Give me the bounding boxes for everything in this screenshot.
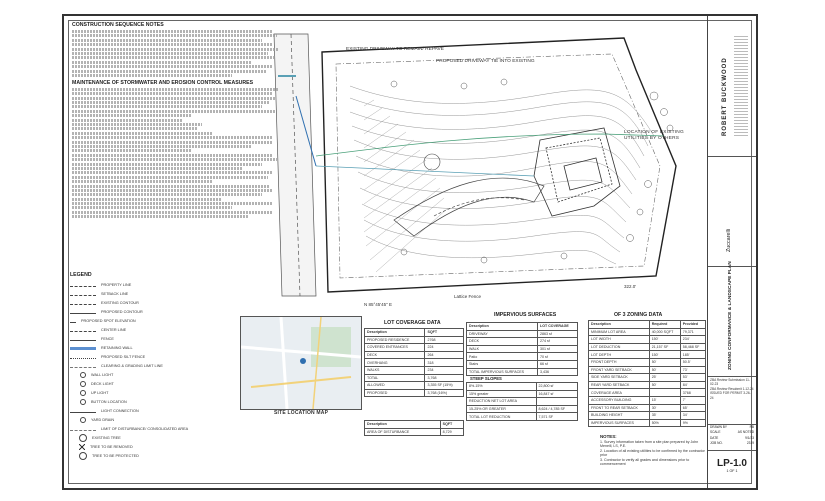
legend-item — [70, 433, 240, 442]
table-cell: 3,768 (16%) — [425, 389, 464, 397]
legend-item — [70, 379, 240, 388]
legend-label: YARD DRAIN — [91, 417, 115, 422]
table-cell: IMPERVIOUS SURFACES — [589, 419, 650, 427]
title-cell — [708, 261, 756, 377]
maintenance-notes-body — [72, 88, 282, 218]
table-header — [365, 421, 464, 429]
construction-notes-header: CONSTRUCTION SEQUENCE NOTES — [72, 22, 164, 28]
circle-icon — [80, 381, 86, 387]
maintenance-header: MAINTENANCE OF STORMWATER AND EROSION CONTROL MEASURES — [72, 79, 254, 86]
circle-icon — [80, 399, 86, 405]
sheet-number-block — [708, 450, 756, 486]
legend-label: TREE TO BE PROTECTED — [92, 453, 139, 458]
legend-label: CLEARING & GRADING LIMIT LINE — [101, 363, 163, 368]
table-row — [467, 383, 578, 391]
general-notes-header: NOTES: — [600, 434, 617, 439]
table-cell: FRONT YARD SETBACK — [589, 366, 650, 374]
table-row — [589, 358, 706, 366]
sheet-info-value: RB — [749, 425, 754, 429]
table-cell: 50' — [649, 381, 680, 389]
legend-label: PROPOSED SPOT ELEVATION — [81, 318, 136, 323]
table-cell: 2863 sf — [538, 330, 578, 338]
table-cell: 15-25% OR GREATER — [467, 405, 537, 413]
table-header — [365, 329, 464, 337]
legend-item — [70, 442, 240, 451]
table-cell: 8%-15% — [467, 383, 537, 391]
table-cell: DECK — [365, 351, 425, 359]
table-cell: 9% — [680, 419, 705, 427]
table-cell: 40,000 SQFT — [649, 328, 680, 336]
table-cell: REDUCTION NET LOT AREA — [467, 398, 537, 406]
line-icon — [70, 412, 96, 413]
table-row — [467, 330, 578, 338]
fence-label: Lattice Fence — [454, 294, 482, 299]
label-existing-driveway: EXISTING DRIVEWAY TO REMAIN/ REPAVE — [346, 47, 444, 52]
table-row — [467, 360, 578, 368]
table-cell: 7' — [680, 396, 705, 404]
table-cell: LOT DEPTH — [589, 351, 650, 359]
dim-bottom: 322.0' — [624, 284, 637, 289]
legend-label: BUTTON LOCATION — [91, 399, 127, 404]
circle-icon — [80, 390, 86, 396]
table-cell: Stairs — [467, 360, 538, 368]
table-cell: 73' — [680, 366, 705, 374]
sheet-info-key: JOB NO. — [710, 441, 723, 446]
sheet-info-value: 9/1/23 — [745, 435, 754, 440]
legend-label: PROPOSED CONTOUR — [101, 309, 143, 314]
sheet-of: 1 OF 1 — [726, 469, 738, 473]
table-cell: 58,468 SF — [680, 343, 705, 351]
table-row — [467, 338, 578, 346]
construction-notes — [72, 22, 282, 220]
table-cell: 70 sf — [538, 353, 578, 361]
legend-item — [70, 370, 240, 379]
sheet-number: LP-1.0 — [716, 458, 747, 469]
table-cell: LOT WIDTH — [589, 336, 650, 344]
table-cell: 224 — [425, 344, 464, 352]
table-row — [589, 351, 706, 359]
circle-icon — [80, 372, 86, 378]
table-cell: FRONT TO REAR SETBACK — [589, 404, 650, 412]
table-cell: FRONT DEPTH — [589, 358, 650, 366]
header-cell: SQFT — [425, 329, 464, 337]
legend-item — [70, 406, 240, 415]
legend-item — [70, 451, 240, 460]
table-row — [467, 398, 578, 406]
header-cell: Description — [365, 329, 425, 337]
legend-label: WALL LIGHT — [91, 372, 114, 377]
table-cell: 21,157 SF — [649, 343, 680, 351]
header-cell: Description — [467, 323, 538, 331]
table-cell: 264 — [425, 351, 464, 359]
property-line — [322, 38, 676, 292]
lot-area-table — [364, 420, 464, 436]
legend-item — [70, 316, 240, 325]
table-cell: LOT DEDUCTION — [589, 343, 650, 351]
table-cell: WALK — [467, 345, 538, 353]
label-proposed-driveway: PROPOSED DRIVEWAY TIE INTO EXISTING — [436, 59, 535, 64]
setback-line — [336, 54, 660, 278]
sheet-info-value: 2319 — [746, 441, 754, 446]
label-utilities: LOCATION OF EXISTING UTILITIES BY OTHERS — [624, 130, 684, 141]
table-row — [365, 366, 464, 374]
limit-icon — [70, 367, 96, 368]
table-cell: 50' — [649, 358, 680, 366]
legend-item — [70, 298, 240, 307]
legend-label: UP LIGHT — [91, 390, 109, 395]
title-block — [707, 16, 756, 488]
tree-icon — [79, 452, 87, 460]
zoning-table — [588, 320, 706, 427]
sheet-info-key: DATE — [710, 435, 719, 440]
table-row — [365, 359, 464, 367]
silt-icon — [70, 358, 96, 359]
table-cell: 2768 — [425, 336, 464, 344]
table-cell — [536, 398, 577, 406]
header-cell: Description — [365, 421, 441, 429]
table-cell: COVERAGE AREA — [589, 389, 650, 397]
solid-line-icon — [70, 313, 96, 314]
table-cell: SIDE YARD SETBACK — [589, 374, 650, 382]
table-row — [589, 381, 706, 389]
table-cell: 34' — [680, 412, 705, 420]
table-cell: 50.5' — [680, 358, 705, 366]
table-row — [589, 412, 706, 420]
legend-item — [70, 352, 240, 361]
legend-label: CENTER LINE — [101, 327, 127, 332]
lot-coverage-table — [364, 328, 464, 397]
proposed-driveway — [394, 178, 544, 236]
table-cell: 35' — [649, 412, 680, 420]
dash-line-icon — [70, 295, 96, 296]
table-cell: 3,355 SF (15%) — [425, 382, 464, 390]
header-cell: LOT COVERAGE — [538, 323, 578, 331]
legend-label: SETBACK LINE — [101, 291, 129, 296]
table-cell: WALKS — [365, 366, 425, 374]
table-row — [365, 351, 464, 359]
site-location-map-label: SITE LOCATION MAP — [274, 410, 329, 416]
spot-marker — [424, 154, 440, 170]
proposed-residence — [534, 128, 620, 216]
table-cell: 3,768 — [425, 374, 464, 382]
legend-label: LIGHT CONNECTION — [101, 408, 139, 413]
table-cell: PROPOSED RESIDENCE — [365, 336, 425, 344]
firm-details — [734, 36, 748, 136]
table-cell: 79,371 — [680, 328, 705, 336]
table-cell: 274 sf — [538, 338, 578, 346]
x-icon — [79, 444, 85, 450]
table-row — [365, 428, 464, 436]
circle-icon — [80, 417, 86, 423]
table-cell: DRIVEWAY — [467, 330, 538, 338]
fence-icon — [70, 340, 96, 341]
dash-line-icon — [70, 304, 96, 305]
impervious-table — [466, 322, 578, 376]
table-cell: 234' — [680, 336, 705, 344]
tree-icon — [79, 434, 87, 442]
table-row — [365, 344, 464, 352]
table-cell: 234 — [425, 366, 464, 374]
legend-label: EXISTING TREE — [92, 435, 121, 440]
table-cell: 150' — [649, 351, 680, 359]
revision-entry: ZBA Review Resubmit 1-12-24 — [710, 386, 754, 391]
table-cell: 185' — [680, 351, 705, 359]
revision-entry: ISSUED FOR PERMIT 3-26-24 — [710, 391, 751, 400]
table-row — [589, 396, 706, 404]
note-line: 3. Contractor to verify all grades and dimensions prior to commencement — [600, 457, 690, 467]
legend-item — [70, 289, 240, 298]
table-header — [467, 323, 578, 331]
sheet-info-row — [710, 441, 754, 446]
existing-contours — [350, 86, 654, 264]
firm-name: ROBERT BUCKWOOD — [722, 57, 728, 136]
table-cell: 30' — [649, 404, 680, 412]
firm-block — [708, 16, 756, 157]
header-cell: Description — [589, 321, 650, 329]
table-cell: 25' — [649, 374, 680, 382]
steep-slopes-title: STEEP SLOPES — [470, 376, 502, 381]
site-location-map — [240, 316, 362, 410]
table-row — [467, 390, 578, 398]
table-cell: 66 sf — [538, 360, 578, 368]
table-row — [467, 368, 578, 376]
table-cell: 53' — [680, 374, 705, 382]
table-row — [589, 374, 706, 382]
drawing-title: ZONING CONFORMANCE & LANDSCAPE PLAN — [728, 261, 733, 370]
table-cell: 50% — [649, 419, 680, 427]
table-cell: COVERED ENTRANCES — [365, 344, 425, 352]
table-header — [589, 321, 706, 329]
table-cell: 22,800 sf — [536, 383, 577, 391]
bearing-bottom: N 85°45'45" E — [364, 302, 393, 307]
table-row — [589, 328, 706, 336]
table-row — [467, 345, 578, 353]
table-row — [589, 336, 706, 344]
note-line: 2. Location of all existing utilities to be confirmed by the contractor prior — [600, 448, 705, 458]
table-row — [589, 343, 706, 351]
table-row — [365, 336, 464, 344]
table-cell: 150' — [649, 336, 680, 344]
table-cell: OVERHANG — [365, 359, 425, 367]
steep-slopes-table — [466, 382, 578, 421]
sheet-info-block — [708, 424, 756, 451]
spot-icon — [70, 322, 76, 323]
legend-item — [70, 424, 240, 433]
legend-item — [70, 343, 240, 352]
legend — [70, 272, 240, 460]
table-cell: PROPOSED — [365, 389, 425, 397]
table-cell: 318 — [425, 359, 464, 367]
table-row — [365, 389, 464, 397]
table-cell: 84' — [680, 381, 705, 389]
table-row — [467, 353, 578, 361]
legend-label: RETAINING WALL — [101, 345, 133, 350]
table-cell: 3768 — [680, 389, 705, 397]
table-cell — [649, 389, 680, 397]
table-row — [365, 374, 464, 382]
legend-label: EXISTING CONTOUR — [101, 300, 139, 305]
table-cell: ACCESSORY BUILDING — [589, 396, 650, 404]
dash-line-icon — [70, 286, 96, 287]
legend-header: LEGEND — [70, 272, 92, 278]
legend-item — [70, 325, 240, 334]
table-row — [365, 382, 464, 390]
table-cell: AREA OF DISTURBANCE — [365, 428, 441, 436]
revision-block — [708, 376, 756, 425]
sheet-info-value: AS NOTED — [737, 430, 754, 435]
legend-label: PROPERTY LINE — [101, 282, 132, 287]
drawing-sheet — [62, 14, 758, 490]
dash-line-icon — [70, 331, 96, 332]
project-block — [708, 156, 756, 267]
wall-icon — [70, 347, 96, 350]
table-cell: MINIMUM LOT AREA — [589, 328, 650, 336]
table-row — [589, 419, 706, 427]
note-line: 1. Survey information taken from a site plan prepared by John Meneill, LS, P.E. — [600, 440, 699, 449]
legend-label: TREE TO BE REMOVED — [90, 444, 133, 449]
table-cell: DECK — [467, 338, 538, 346]
table-row — [589, 404, 706, 412]
construction-notes-body — [72, 30, 282, 77]
table-row — [589, 389, 706, 397]
legend-label: LIMIT OF DISTURBANCE/ CONSOLIDATED AREA — [101, 426, 189, 431]
table-cell: BUILDING HEIGHT — [589, 412, 650, 420]
table-cell: 8,624 / 4,785 SF — [536, 405, 577, 413]
general-notes — [600, 440, 708, 466]
project-name: Zuccarelli — [726, 228, 732, 252]
legend-item — [70, 280, 240, 289]
legend-item — [70, 397, 240, 406]
sheet-info-key: SCALE — [710, 430, 721, 435]
table-cell: TOTAL — [365, 374, 425, 382]
table-cell: 301 sf — [538, 345, 578, 353]
legend-label: FENCE — [101, 336, 114, 341]
table-row — [589, 366, 706, 374]
header-cell: Provided — [680, 321, 705, 329]
table-cell: TOTAL IMPERVIOUS SURFACES — [467, 368, 538, 376]
legend-label: DECK LIGHT — [91, 381, 114, 386]
lot-coverage-title: LOT COVERAGE DATA — [384, 320, 441, 326]
utility-lines — [296, 96, 664, 176]
limit-icon — [70, 430, 96, 431]
revision-entry: ZBA Review Submission 11-02-23 — [710, 378, 750, 387]
legend-item — [70, 307, 240, 316]
zoning-title: OF 3 ZONING DATA — [614, 312, 663, 318]
table-cell: 65' — [680, 404, 705, 412]
sheet-info-key: DRAWN BY — [710, 425, 728, 429]
table-cell: 8,729 — [440, 428, 463, 436]
legend-item — [70, 334, 240, 343]
table-cell: 15' — [649, 396, 680, 404]
legend-item — [70, 361, 240, 370]
header-cell: Required — [649, 321, 680, 329]
legend-item — [70, 415, 240, 424]
table-cell: ALLOWED — [365, 382, 425, 390]
legend-label: PROPOSED SILT FENCE — [101, 354, 146, 359]
header-cell: SQFT — [440, 421, 463, 429]
table-row — [467, 405, 578, 413]
table-cell: TOTAL LOT REDUCTION — [467, 413, 537, 421]
table-cell: 50' — [649, 366, 680, 374]
legend-item — [70, 388, 240, 397]
table-cell: 15% greater — [467, 390, 537, 398]
impervious-title: IMPERVIOUS SURFACES — [494, 312, 557, 318]
table-cell: 16,847 sf — [536, 390, 577, 398]
table-cell: 3,436 — [538, 368, 578, 376]
table-cell: Patio — [467, 353, 538, 361]
table-cell: REAR YARD SETBACK — [589, 381, 650, 389]
table-row — [467, 413, 578, 421]
table-cell: 7,571 SF — [536, 413, 577, 421]
